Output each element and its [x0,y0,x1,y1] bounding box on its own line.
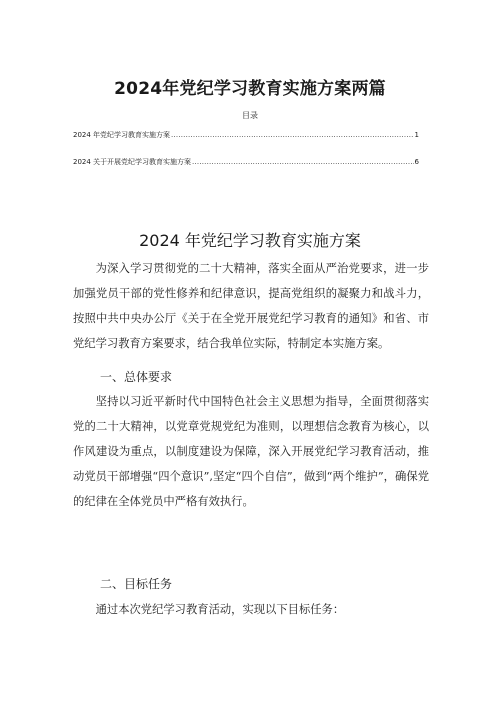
toc-leader-dots [192,158,413,166]
goals-tasks-paragraph: 通过本次党纪学习教育活动，实现以下目标任务： [95,603,345,616]
heading-general-requirements: 一、总体要求 [100,370,173,384]
toc-heading: 目录 [242,111,258,120]
toc-entry[interactable] [73,157,419,167]
document-title: 2024年党纪学习教育实施方案两篇 [114,79,386,99]
toc-entry-page: 1 [414,131,419,139]
general-requirements-paragraph: 坚持以习近平新时代中国特色社会主义思想为指导，全面贯彻落实党的二十大精神，以党章党规党纪为准则，以理想信念教育为核心，以作风建设为重点，以制度建设为保障，深入开展党纪学习教育活动，推动党员干部增强“四个意识”,坚定“四个自信”，做到“两个维护”，确保党的纪律在全体党员中严格有效执行。 [73,395,429,508]
intro-paragraph: 为深入学习贯彻党的二十大精神，落实全面从严治党要求，进一步加强党员干部的党性修养和纪律意识，提高党组织的凝聚力和战斗力，按照中共中央办公厅《关于在全党开展党纪学习教育的通知》和省、市党纪学习教育方案要求，结合我单位实际，特制定本实施方案。 [73,262,429,350]
section-title: 2024 年党纪学习教育实施方案 [139,231,361,250]
toc-leader-dots [171,131,413,139]
toc-entry-page: 6 [414,158,419,166]
heading-goals-tasks: 二、目标任务 [100,577,173,591]
toc-entry[interactable] [73,130,419,140]
toc-entry-text: 2024 关于开展党纪学习教育实施方案 [73,158,192,166]
toc-entry-text: 2024 年党纪学习教育实施方案 [73,131,171,139]
